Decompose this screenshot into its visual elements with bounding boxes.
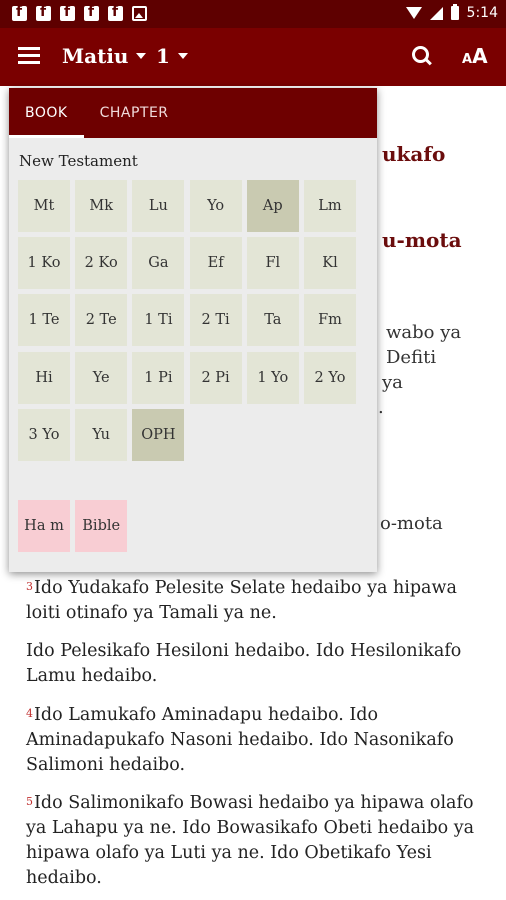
book-button[interactable]: 2 Te <box>75 294 127 346</box>
book-button[interactable]: Mt <box>18 180 70 232</box>
tab-chapter[interactable]: CHAPTER <box>99 105 169 121</box>
wifi-icon <box>406 7 422 19</box>
book-button[interactable]: 2 Pi <box>190 352 242 404</box>
signal-icon <box>430 7 443 20</box>
book-button[interactable]: 1 Ko <box>18 237 70 289</box>
facebook-icon <box>36 6 51 21</box>
facebook-icon <box>12 6 27 21</box>
book-selector[interactable] <box>62 44 146 68</box>
book-button[interactable]: Fl <box>247 237 299 289</box>
book-button[interactable]: 1 Pi <box>132 352 184 404</box>
text-fragment: ya <box>382 372 403 393</box>
text-fragment: o-mota <box>380 513 443 534</box>
chevron-down-icon <box>178 53 188 59</box>
heading-fragment: ukafo <box>382 142 446 166</box>
facebook-icon <box>108 6 123 21</box>
book-button[interactable]: Ga <box>132 237 184 289</box>
verse-paragraph <box>26 576 488 626</box>
book-button[interactable]: Yo <box>190 180 242 232</box>
app-bar <box>0 28 506 86</box>
book-button[interactable]: Ta <box>247 294 299 346</box>
book-name: Matiu <box>62 44 129 68</box>
book-button[interactable]: 1 Ti <box>132 294 184 346</box>
facebook-icon <box>84 6 99 21</box>
verse-paragraph <box>26 639 488 689</box>
text-fragment: Defiti <box>386 347 437 368</box>
book-button[interactable]: Lu <box>132 180 184 232</box>
text-fragment: . <box>378 397 384 418</box>
facebook-icon <box>60 6 75 21</box>
text-fragment: wabo ya <box>386 322 462 343</box>
verse-number: 5 <box>26 795 33 808</box>
status-bar <box>0 0 506 28</box>
verse-paragraph <box>26 703 488 778</box>
book-button[interactable]: Lm <box>304 180 356 232</box>
book-button[interactable]: 2 Ti <box>190 294 242 346</box>
extra-book-button[interactable]: Ha m <box>18 500 70 552</box>
verse-number: 3 <box>26 580 33 593</box>
picker-tabs <box>9 88 377 138</box>
chevron-down-icon <box>136 53 146 59</box>
image-icon <box>132 6 147 21</box>
book-button[interactable]: Fm <box>304 294 356 346</box>
book-button[interactable]: 1 Te <box>18 294 70 346</box>
book-button[interactable]: 2 Yo <box>304 352 356 404</box>
verse-text: Ido Yudakafo Pelesite Selate hedaibo ya hipawa loiti otinafo ya Tamali ya ne. <box>26 578 457 623</box>
book-button[interactable]: Yu <box>75 409 127 461</box>
search-icon[interactable] <box>412 46 432 66</box>
verse-text: Ido Lamukafo Aminadapu hedaibo. Ido Aminadapukafo Nasoni hedaibo. Ido Nasonikafo Salimoni hedaibo. <box>26 705 454 775</box>
clock: 5:14 <box>466 5 498 21</box>
verse-number: 4 <box>26 707 33 720</box>
chapter-selector[interactable] <box>156 44 188 68</box>
book-button[interactable]: 1 Yo <box>247 352 299 404</box>
book-button[interactable]: 3 Yo <box>18 409 70 461</box>
battery-icon <box>451 6 459 20</box>
book-button[interactable]: Kl <box>304 237 356 289</box>
book-button[interactable]: Ef <box>190 237 242 289</box>
chapter-number: 1 <box>156 44 170 68</box>
menu-icon[interactable] <box>18 47 40 65</box>
text-size-icon[interactable]: AA <box>462 44 488 68</box>
book-button[interactable]: 2 Ko <box>75 237 127 289</box>
notification-icons <box>12 6 147 21</box>
book-button[interactable]: Mk <box>75 180 127 232</box>
verse-paragraph <box>26 791 488 891</box>
book-button[interactable]: Ap <box>247 180 299 232</box>
book-button[interactable]: Hi <box>18 352 70 404</box>
book-button[interactable]: Ye <box>75 352 127 404</box>
extra-book-button[interactable]: Bible <box>75 500 127 552</box>
heading-fragment: u-mota <box>382 228 462 252</box>
tab-book[interactable]: BOOK <box>9 88 84 138</box>
book-button[interactable]: OPH <box>132 409 184 461</box>
verse-text: Ido Salimonikafo Bowasi hedaibo ya hipawa olafo ya Lahapu ya ne. Ido Bowasikafo Obeti hedaibo ya hipawa olafo ya Luti ya ne. Ido Obetikafo Yesi hedaibo. <box>26 793 475 888</box>
section-title: New Testament <box>19 152 138 170</box>
verse-text: Ido Pelesikafo Hesiloni hedaibo. Ido Hesilonikafo Lamu hedaibo. <box>26 641 462 686</box>
book-picker-popup <box>9 88 377 572</box>
